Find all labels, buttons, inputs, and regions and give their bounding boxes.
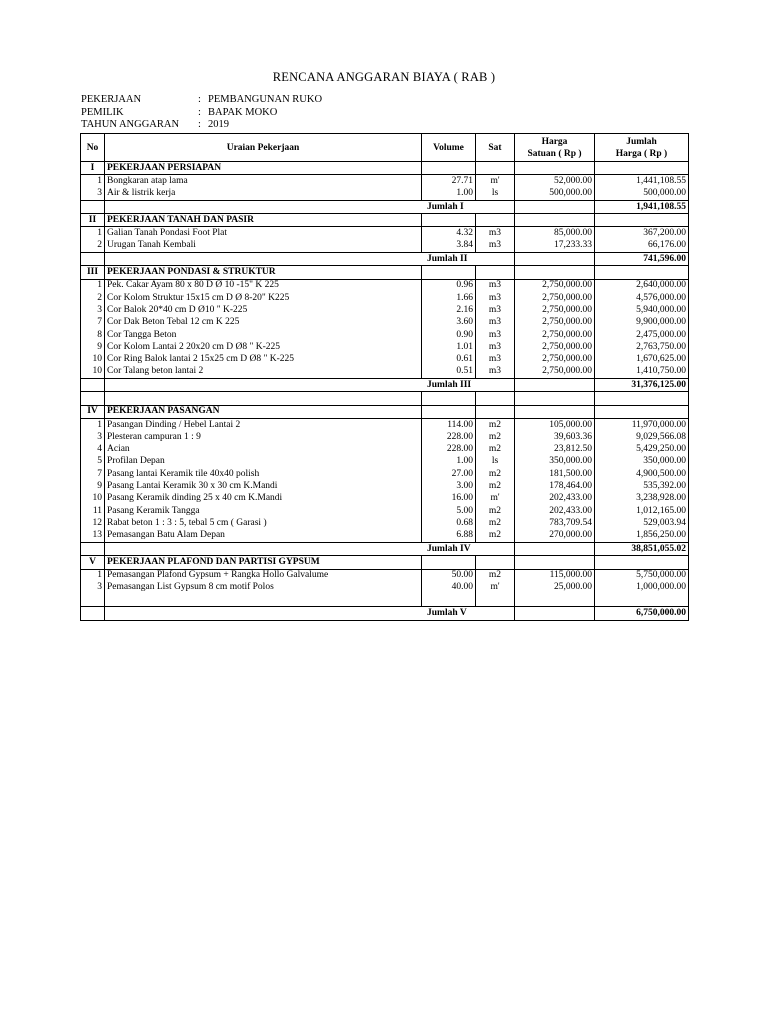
item-unit-price: 39,603.36 <box>515 431 595 443</box>
blank-cell <box>515 266 595 279</box>
item-description: Cor Ring Balok lantai 2 15x25 cm D Ø8 " K-225 <box>105 353 422 365</box>
section-total-value: 31,376,125.00 <box>595 379 689 392</box>
section-title: PEKERJAAN PLAFOND DAN PARTISI GYPSUM <box>105 556 422 569</box>
item-volume: 0.61 <box>422 353 476 365</box>
item-description: Bongkaran atap lama <box>105 175 422 188</box>
section-number: IV <box>81 405 105 418</box>
item-total-price: 5,429,250.00 <box>595 444 689 456</box>
blank-cell <box>595 594 689 607</box>
table-row <box>81 517 689 529</box>
info-key: PEMILIK <box>81 106 124 118</box>
item-number: 3 <box>81 582 105 594</box>
item-unit: m3 <box>476 341 515 353</box>
table-row <box>81 317 689 329</box>
item-unit: m2 <box>476 431 515 443</box>
project-info <box>81 94 322 132</box>
table-row <box>81 505 689 517</box>
item-number: 10 <box>81 353 105 365</box>
table-row <box>81 418 689 431</box>
item-total-price: 4,576,000.00 <box>595 292 689 304</box>
blank-cell <box>515 607 595 620</box>
table-row <box>81 569 689 582</box>
section-total-label: Jumlah II <box>105 253 515 266</box>
blank-cell <box>515 556 595 569</box>
item-unit-price: 500,000.00 <box>515 188 595 201</box>
info-value: 2019 <box>208 119 229 130</box>
item-description: Pemasangan List Gypsum 8 cm motif Polos <box>105 582 422 594</box>
blank-cell <box>476 405 515 418</box>
header-no: No <box>81 134 105 162</box>
item-number: 3 <box>81 431 105 443</box>
item-unit-price: 270,000.00 <box>515 530 595 543</box>
item-description: Cor Dak Beton Tebal 12 cm K 225 <box>105 317 422 329</box>
blank-cell <box>515 200 595 213</box>
info-sep: : <box>198 119 201 130</box>
item-volume: 1.66 <box>422 292 476 304</box>
item-total-price: 535,392.00 <box>595 480 689 492</box>
item-number: 7 <box>81 468 105 480</box>
item-unit: m3 <box>476 317 515 329</box>
table-row <box>81 366 689 379</box>
blank-cell <box>476 266 515 279</box>
item-volume: 114.00 <box>422 418 476 431</box>
item-unit: m2 <box>476 418 515 431</box>
table-row <box>81 188 689 201</box>
table-row <box>81 227 689 240</box>
item-volume: 0.51 <box>422 366 476 379</box>
info-key: TAHUN ANGGARAN <box>81 119 180 130</box>
item-total-price: 9,029,566.08 <box>595 431 689 443</box>
blank-cell <box>515 379 595 392</box>
item-number: 13 <box>81 530 105 543</box>
section-total-row <box>81 607 689 620</box>
blank-cell <box>422 594 476 607</box>
item-total-price: 1,856,250.00 <box>595 530 689 543</box>
item-unit: m3 <box>476 353 515 365</box>
item-volume: 50.00 <box>422 569 476 582</box>
blank-cell <box>422 162 476 175</box>
item-volume: 2.16 <box>422 304 476 316</box>
item-number: 9 <box>81 341 105 353</box>
item-total-price: 1,012,165.00 <box>595 505 689 517</box>
item-unit: m2 <box>476 444 515 456</box>
item-volume: 1.00 <box>422 456 476 468</box>
item-volume: 27.00 <box>422 468 476 480</box>
info-row-pemilik <box>81 107 322 120</box>
header-jumlah-harga <box>595 134 689 162</box>
blank-cell <box>595 214 689 227</box>
section-header-row <box>81 266 689 279</box>
item-number: 11 <box>81 505 105 517</box>
section-title: PEKERJAAN PERSIAPAN <box>105 162 422 175</box>
blank-cell <box>515 162 595 175</box>
item-volume: 16.00 <box>422 493 476 505</box>
item-total-price: 1,000,000.00 <box>595 582 689 594</box>
item-unit: m3 <box>476 292 515 304</box>
table-row <box>81 468 689 480</box>
blank-cell <box>515 542 595 555</box>
info-value: BAPAK MOKO <box>208 106 278 118</box>
section-total-label: Jumlah IV <box>105 542 515 555</box>
info-key: PEKERJAAN <box>81 94 142 105</box>
item-volume: 1.01 <box>422 341 476 353</box>
item-description: Cor Talang beton lantai 2 <box>105 366 422 379</box>
section-total-label: Jumlah V <box>105 607 515 620</box>
table-row <box>81 175 689 188</box>
item-description: Plesteran campuran 1 : 9 <box>105 431 422 443</box>
item-unit: m' <box>476 493 515 505</box>
item-volume: 5.00 <box>422 505 476 517</box>
item-unit-price: 178,464.00 <box>515 480 595 492</box>
table-row <box>81 304 689 316</box>
item-unit: m2 <box>476 480 515 492</box>
blank-cell <box>422 405 476 418</box>
blank-cell <box>595 162 689 175</box>
item-unit: ls <box>476 188 515 201</box>
blank-cell <box>81 542 105 555</box>
item-unit-price: 2,750,000.00 <box>515 317 595 329</box>
item-number: 1 <box>81 569 105 582</box>
item-volume: 0.68 <box>422 517 476 529</box>
section-title: PEKERJAAN PONDASI & STRUKTUR <box>105 266 422 279</box>
item-volume: 0.96 <box>422 279 476 292</box>
item-description: Profilan Depan <box>105 456 422 468</box>
item-volume: 0.90 <box>422 329 476 341</box>
table-header-row <box>81 134 689 162</box>
item-unit-price: 350,000.00 <box>515 456 595 468</box>
section-header-row <box>81 214 689 227</box>
section-title: PEKERJAAN TANAH DAN PASIR <box>105 214 422 227</box>
header-jumlah-line1: Jumlah <box>626 136 657 147</box>
item-number: 1 <box>81 227 105 240</box>
item-total-price: 529,003.94 <box>595 517 689 529</box>
item-total-price: 1,670,625.00 <box>595 353 689 365</box>
item-number: 3 <box>81 304 105 316</box>
table-row <box>81 431 689 443</box>
section-total-value: 6,750,000.00 <box>595 607 689 620</box>
blank-row <box>81 392 689 405</box>
table-row <box>81 493 689 505</box>
blank-cell <box>476 556 515 569</box>
item-total-price: 2,763,750.00 <box>595 341 689 353</box>
item-total-price: 4,900,500.00 <box>595 468 689 480</box>
blank-cell <box>81 607 105 620</box>
item-number: 2 <box>81 240 105 253</box>
blank-cell <box>515 405 595 418</box>
item-description: Rabat beton 1 : 3 : 5, tebal 5 cm ( Garasi ) <box>105 517 422 529</box>
item-number: 8 <box>81 329 105 341</box>
section-header-row <box>81 405 689 418</box>
blank-cell <box>595 405 689 418</box>
item-unit-price: 52,000.00 <box>515 175 595 188</box>
budget-table <box>80 133 689 621</box>
item-unit-price: 202,433.00 <box>515 505 595 517</box>
item-number: 1 <box>81 175 105 188</box>
item-unit: m2 <box>476 569 515 582</box>
table-row <box>81 329 689 341</box>
item-unit: m2 <box>476 530 515 543</box>
item-unit-price: 2,750,000.00 <box>515 353 595 365</box>
item-unit-price: 2,750,000.00 <box>515 366 595 379</box>
blank-cell <box>422 214 476 227</box>
blank-cell <box>105 594 422 607</box>
blank-cell <box>595 556 689 569</box>
item-unit-price: 2,750,000.00 <box>515 292 595 304</box>
item-number: 9 <box>81 480 105 492</box>
section-header-row <box>81 162 689 175</box>
blank-cell <box>595 266 689 279</box>
section-total-value: 38,851,055.02 <box>595 542 689 555</box>
table-row <box>81 444 689 456</box>
item-number: 3 <box>81 188 105 201</box>
item-description: Pemasangan Plafond Gypsum + Rangka Hollo Galvalume <box>105 569 422 582</box>
item-unit: m' <box>476 175 515 188</box>
item-number: 2 <box>81 292 105 304</box>
item-number: 10 <box>81 366 105 379</box>
item-total-price: 11,970,000.00 <box>595 418 689 431</box>
item-unit-price: 783,709.54 <box>515 517 595 529</box>
item-unit: m2 <box>476 517 515 529</box>
item-description: Cor Balok 20*40 cm D Ø10 " K-225 <box>105 304 422 316</box>
document-title: RENCANA ANGGARAN BIAYA ( RAB ) <box>272 70 496 84</box>
section-header-row <box>81 556 689 569</box>
item-description: Pasang Lantai Keramik 30 x 30 cm K.Mandi <box>105 480 422 492</box>
item-number: 1 <box>81 418 105 431</box>
item-description: Pasang lantai Keramik tile 40x40 polish <box>105 468 422 480</box>
item-description: Air & listrik kerja <box>105 188 422 201</box>
item-unit-price: 25,000.00 <box>515 582 595 594</box>
item-number: 12 <box>81 517 105 529</box>
section-number: I <box>81 162 105 175</box>
info-row-tahun <box>81 119 322 132</box>
section-total-value: 741,596.00 <box>595 253 689 266</box>
item-volume: 4.32 <box>422 227 476 240</box>
blank-cell <box>81 200 105 213</box>
item-total-price: 350,000.00 <box>595 456 689 468</box>
info-sep: : <box>198 94 201 105</box>
section-total-row <box>81 253 689 266</box>
blank-cell <box>476 162 515 175</box>
item-unit-price: 2,750,000.00 <box>515 304 595 316</box>
blank-cell <box>476 392 515 405</box>
item-unit: m3 <box>476 304 515 316</box>
item-unit: m3 <box>476 227 515 240</box>
item-unit-price: 2,750,000.00 <box>515 279 595 292</box>
item-unit-price: 2,750,000.00 <box>515 329 595 341</box>
item-description: Pasang Keramik Tangga <box>105 505 422 517</box>
blank-cell <box>81 594 105 607</box>
item-description: Pasangan Dinding / Hebel Lantai 2 <box>105 418 422 431</box>
section-number: II <box>81 214 105 227</box>
item-volume: 3.84 <box>422 240 476 253</box>
section-total-row <box>81 379 689 392</box>
item-unit-price: 115,000.00 <box>515 569 595 582</box>
table-row <box>81 353 689 365</box>
item-description: Galian Tanah Pondasi Foot Plat <box>105 227 422 240</box>
item-volume: 3.60 <box>422 317 476 329</box>
blank-cell <box>515 253 595 266</box>
item-unit: m3 <box>476 329 515 341</box>
header-sat: Sat <box>476 134 515 162</box>
blank-cell <box>476 214 515 227</box>
item-volume: 228.00 <box>422 444 476 456</box>
table-row <box>81 530 689 543</box>
item-total-price: 367,200.00 <box>595 227 689 240</box>
header-volume: Volume <box>422 134 476 162</box>
blank-cell <box>81 379 105 392</box>
item-total-price: 5,940,000.00 <box>595 304 689 316</box>
item-unit: m3 <box>476 279 515 292</box>
item-description: Cor Tangga Beton <box>105 329 422 341</box>
item-number: 10 <box>81 493 105 505</box>
item-number: 4 <box>81 444 105 456</box>
blank-cell <box>515 594 595 607</box>
section-title: PEKERJAAN PASANGAN <box>105 405 422 418</box>
section-total-label: Jumlah I <box>105 200 515 213</box>
item-unit-price: 2,750,000.00 <box>515 341 595 353</box>
item-description: Pasang Keramik dinding 25 x 40 cm K.Mandi <box>105 493 422 505</box>
item-volume: 1.00 <box>422 188 476 201</box>
info-value: PEMBANGUNAN RUKO <box>208 94 323 105</box>
item-number: 1 <box>81 279 105 292</box>
section-total-row <box>81 200 689 213</box>
item-volume: 40.00 <box>422 582 476 594</box>
item-volume: 228.00 <box>422 431 476 443</box>
item-unit: m2 <box>476 468 515 480</box>
item-description: Pek. Cakar Ayam 80 x 80 D Ø 10 -15" K 225 <box>105 279 422 292</box>
header-harga-line2: Satuan ( Rp ) <box>527 148 582 159</box>
item-unit-price: 85,000.00 <box>515 227 595 240</box>
item-unit: m3 <box>476 366 515 379</box>
table-row <box>81 456 689 468</box>
item-total-price: 5,750,000.00 <box>595 569 689 582</box>
item-total-price: 2,640,000.00 <box>595 279 689 292</box>
section-number: III <box>81 266 105 279</box>
header-harga-line1: Harga <box>541 136 568 147</box>
item-total-price: 66,176.00 <box>595 240 689 253</box>
item-unit-price: 105,000.00 <box>515 418 595 431</box>
header-jumlah-line2: Harga ( Rp ) <box>615 148 668 159</box>
info-sep: : <box>198 106 201 118</box>
blank-cell <box>81 392 105 405</box>
section-total-label: Jumlah III <box>105 379 515 392</box>
item-volume: 6.88 <box>422 530 476 543</box>
item-unit-price: 17,233.33 <box>515 240 595 253</box>
blank-cell <box>105 392 422 405</box>
item-description: Acian <box>105 444 422 456</box>
item-total-price: 1,441,108.55 <box>595 175 689 188</box>
item-unit-price: 181,500.00 <box>515 468 595 480</box>
header-uraian: Uraian Pekerjaan <box>105 134 422 162</box>
header-harga-satuan <box>515 134 595 162</box>
item-description: Cor Kolom Struktur 15x15 cm D Ø 8-20" K225 <box>105 292 422 304</box>
section-total-value: 1,941,108.55 <box>595 200 689 213</box>
item-total-price: 9,900,000.00 <box>595 317 689 329</box>
blank-cell <box>515 392 595 405</box>
item-unit: m3 <box>476 240 515 253</box>
blank-cell <box>595 392 689 405</box>
table-row <box>81 582 689 594</box>
blank-cell <box>515 214 595 227</box>
section-total-row <box>81 542 689 555</box>
item-unit: ls <box>476 456 515 468</box>
item-total-price: 500,000.00 <box>595 188 689 201</box>
item-unit: m2 <box>476 505 515 517</box>
table-body <box>81 162 689 621</box>
blank-cell <box>422 556 476 569</box>
table-row <box>81 341 689 353</box>
item-total-price: 1,410,750.00 <box>595 366 689 379</box>
item-description: Pemasangan Batu Alam Depan <box>105 530 422 543</box>
blank-cell <box>81 253 105 266</box>
item-total-price: 2,475,000.00 <box>595 329 689 341</box>
item-volume: 3.00 <box>422 480 476 492</box>
table-row <box>81 279 689 292</box>
item-unit-price: 202,433.00 <box>515 493 595 505</box>
blank-cell <box>476 594 515 607</box>
blank-row <box>81 594 689 607</box>
blank-cell <box>422 392 476 405</box>
item-number: 7 <box>81 317 105 329</box>
item-number: 5 <box>81 456 105 468</box>
item-description: Urugan Tanah Kembali <box>105 240 422 253</box>
table-row <box>81 240 689 253</box>
info-row-pekerjaan <box>81 94 322 107</box>
blank-cell <box>422 266 476 279</box>
item-unit-price: 23,812.50 <box>515 444 595 456</box>
table-row <box>81 292 689 304</box>
item-unit: m' <box>476 582 515 594</box>
item-total-price: 3,238,928.00 <box>595 493 689 505</box>
item-description: Cor Kolom Lantai 2 20x20 cm D Ø8 " K-225 <box>105 341 422 353</box>
section-number: V <box>81 556 105 569</box>
item-volume: 27.71 <box>422 175 476 188</box>
table-row <box>81 480 689 492</box>
